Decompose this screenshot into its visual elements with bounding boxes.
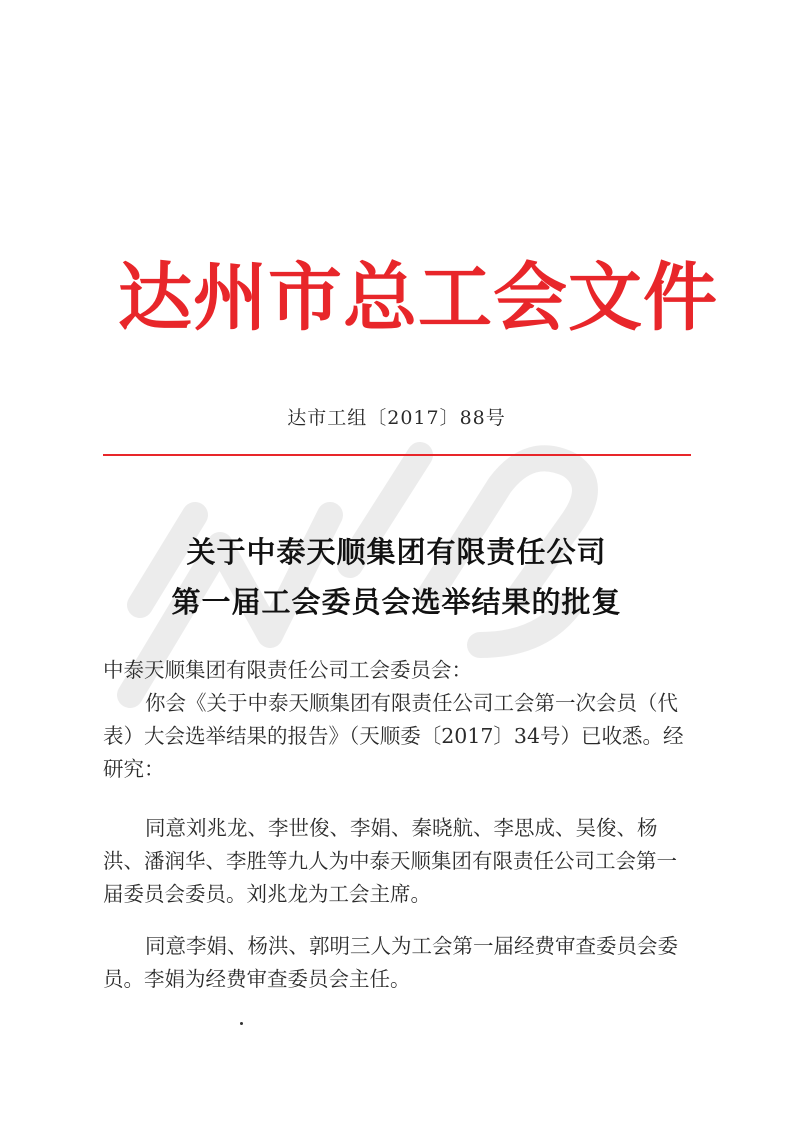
masthead-title: 达州市总工会文件: [118, 255, 718, 341]
body-paragraph-3: 同意李娟、杨洪、郭明三人为工会第一届经费审查委员会委员。李娟为经费审查委员会主任。: [103, 934, 678, 991]
document-title-line-1: 关于中泰天顺集团有限责任公司: [186, 535, 607, 569]
salutation: 中泰天顺集团有限责任公司工会委员会：: [103, 658, 472, 682]
document-number: 达市工组〔2017〕88号: [287, 407, 506, 429]
body-paragraph-1: 你会《关于中泰天顺集团有限责任公司工会第一次会员（代表）大会选举结果的报告》（天顺委〔2017〕34号）已收悉。经研究：: [103, 691, 684, 781]
red-divider-line: [103, 454, 691, 456]
body-paragraph-2: 同意刘兆龙、李世俊、李娟、秦晓航、李思成、吴俊、杨洪、潘润华、李胜等九人为中泰天顺集团有限责任公司工会第一届委员会委员。刘兆龙为工会主席。: [103, 816, 677, 906]
stray-mark: [240, 1022, 243, 1025]
document-title-line-2: 第一届工会委员会选举结果的批复: [171, 585, 622, 619]
